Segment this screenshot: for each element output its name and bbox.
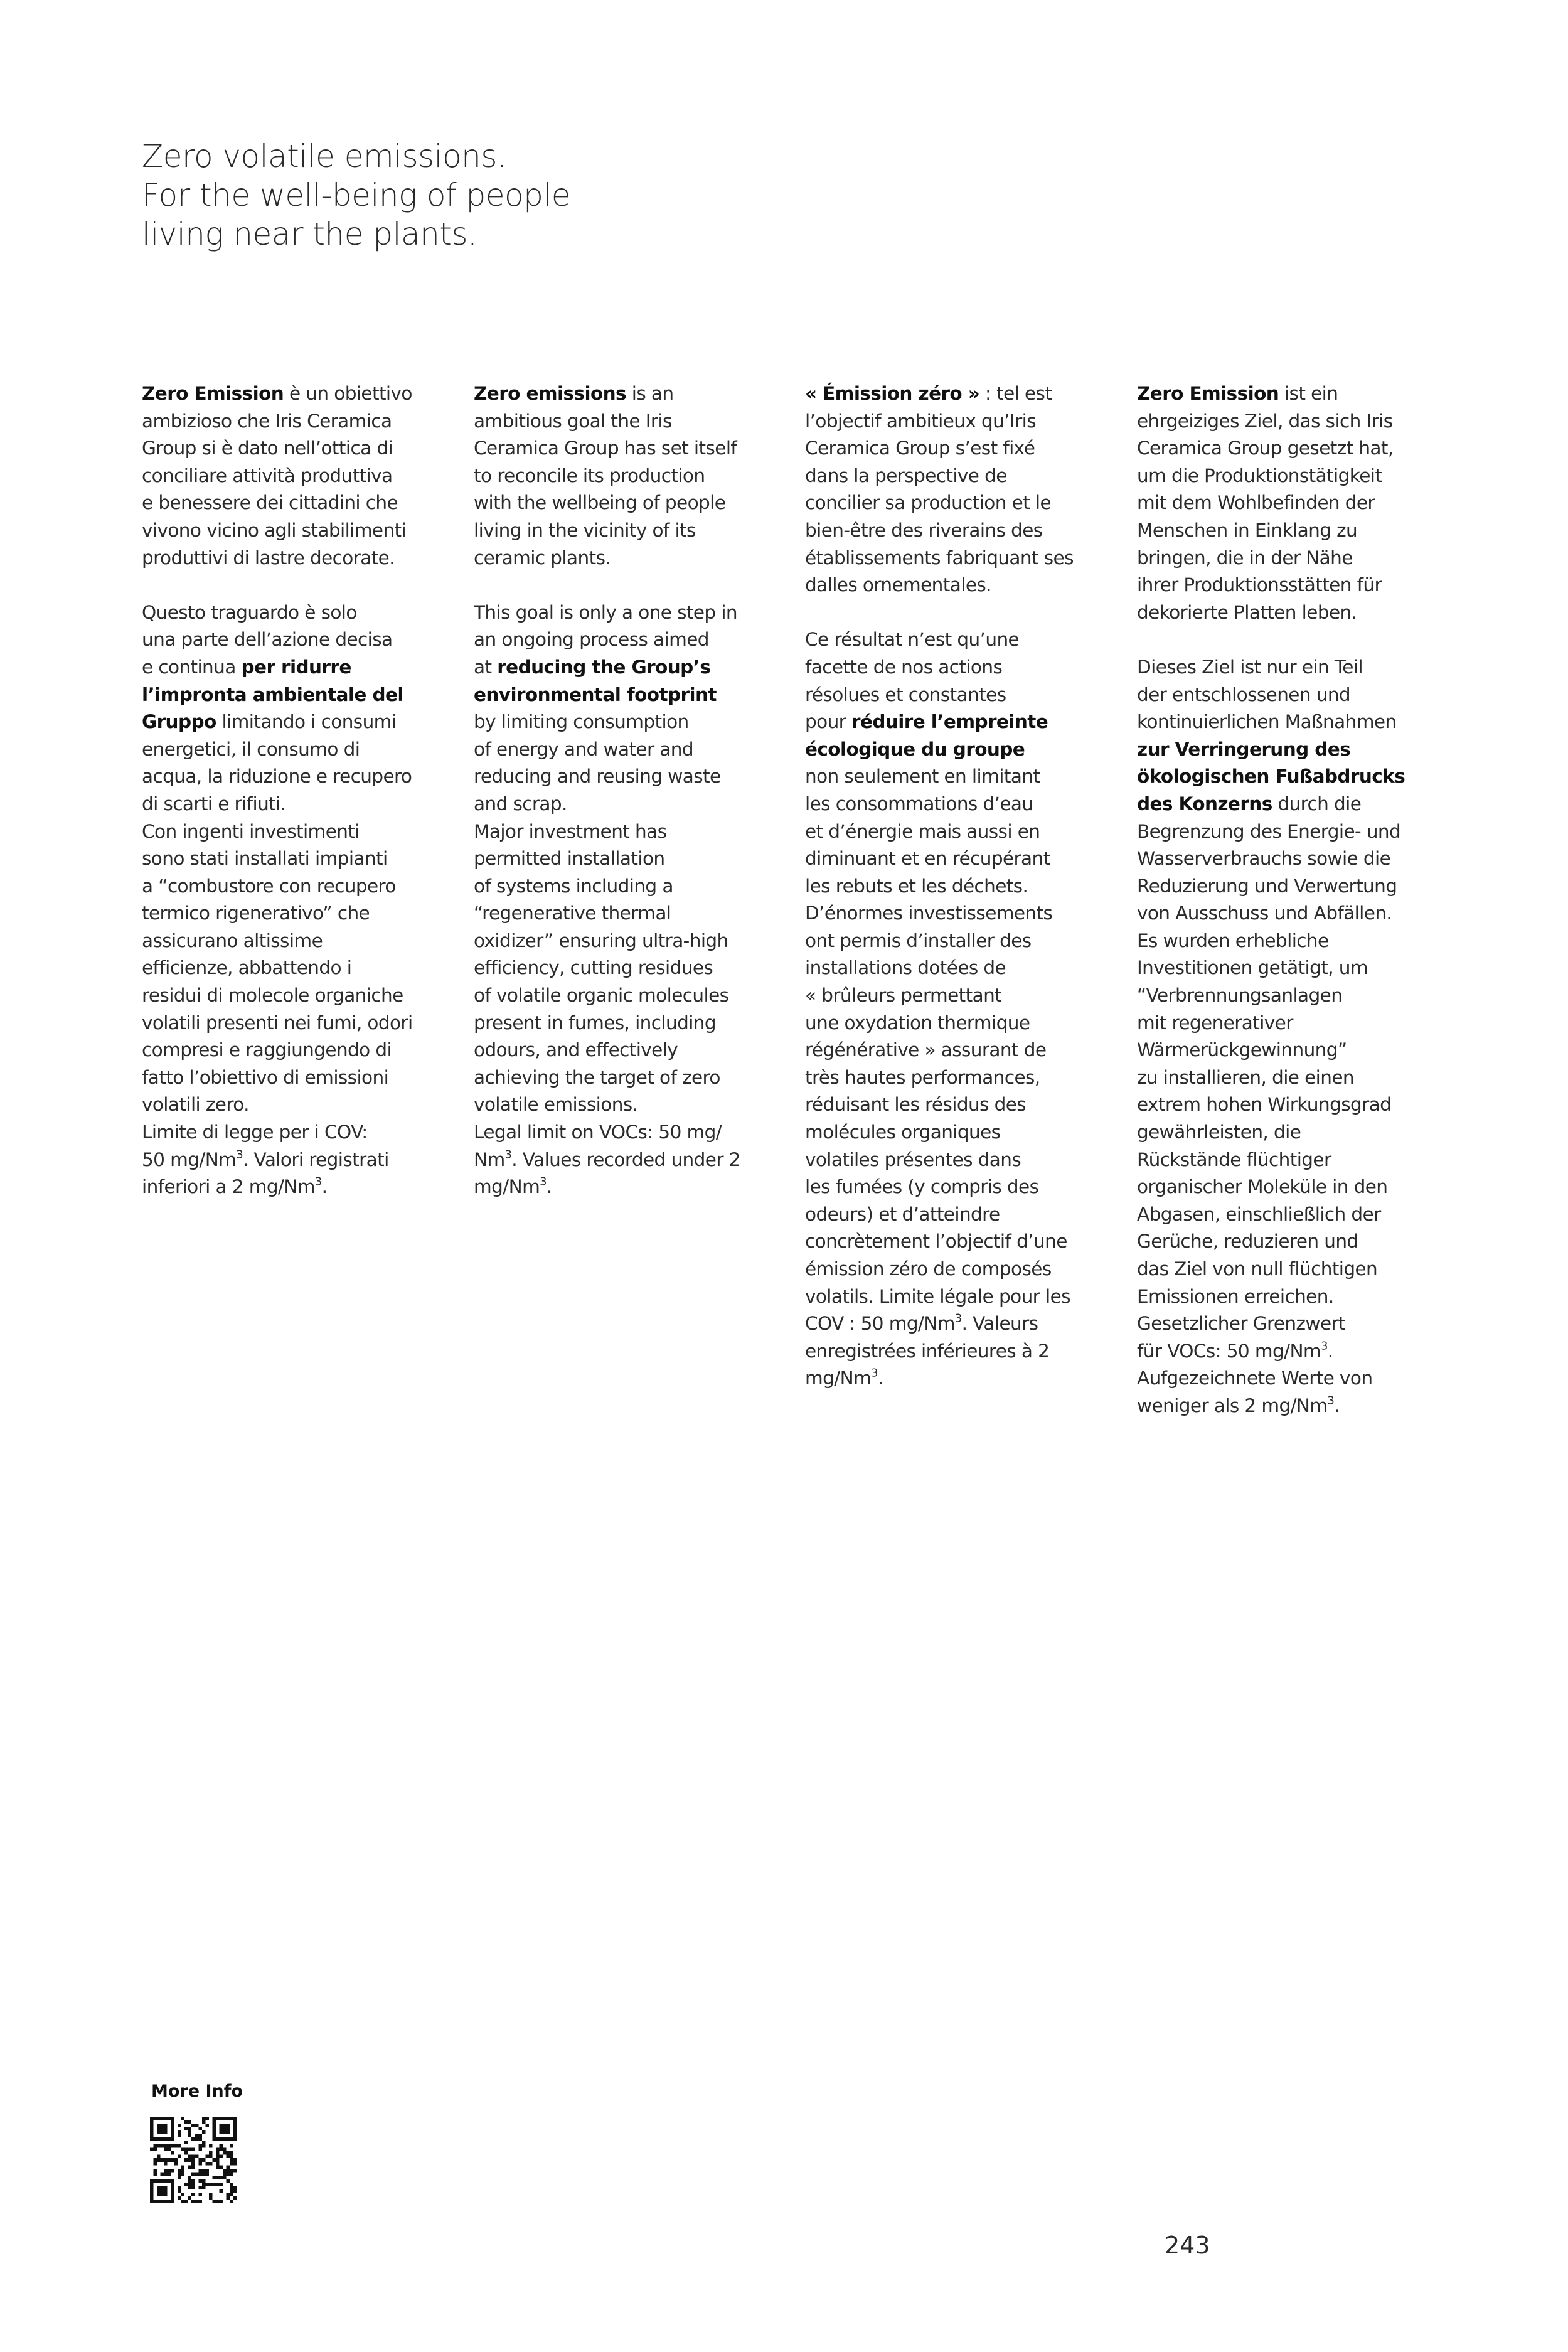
text-line: vivono vicino agli stabilimenti <box>142 519 407 541</box>
paragraph <box>1137 654 1432 1420</box>
text-line: Zero Emission ist ein <box>1137 383 1338 404</box>
text-line: les fumées (y compris des <box>805 1176 1039 1198</box>
text-line: Wärmerückgewinnung” <box>1137 1039 1347 1061</box>
text-line: volatili presenti nei fumi, odori <box>142 1012 413 1034</box>
text-line: gewährleisten, die <box>1137 1121 1301 1143</box>
text-line: 50 mg/Nm$^3$. Valori registrati <box>142 1148 389 1170</box>
paragraph <box>474 599 769 1201</box>
text-line: efficiency, cutting residues <box>474 957 713 979</box>
text-line: Con ingenti investimenti <box>142 820 360 842</box>
paragraph <box>142 599 437 1201</box>
text-line: volatili zero. <box>142 1094 249 1116</box>
paragraph <box>805 380 1100 599</box>
text-line: odours, and effectively <box>474 1039 678 1061</box>
text-line: environmental footprint <box>474 683 717 705</box>
text-line: reducing and reusing waste <box>474 766 721 788</box>
text-line: mit dem Wohlbefinden der <box>1137 492 1375 514</box>
text-line: e continua per ridurre <box>142 656 351 678</box>
text-line: COV : 50 mg/Nm$^3$. Valeurs <box>805 1312 1038 1335</box>
text-line: Es wurden erhebliche <box>1137 929 1329 951</box>
text-line: Ce résultat n’est qu’une <box>805 629 1020 651</box>
qr-code-icon[interactable] <box>150 2117 237 2203</box>
text-line: volatiles présentes dans <box>805 1148 1021 1170</box>
page-number: 243 <box>1165 2232 1210 2259</box>
paragraph <box>474 380 769 572</box>
text-line: des Konzerns durch die <box>1137 793 1362 815</box>
text-line: émission zéro de composés <box>805 1258 1052 1280</box>
text-line: dalles ornementales. <box>805 574 991 596</box>
text-line: Gesetzlicher Grenzwert <box>1137 1313 1345 1335</box>
text-line: mit regenerativer <box>1137 1012 1293 1034</box>
text-line: Zero emissions is an <box>474 383 674 404</box>
text-line: and scrap. <box>474 793 567 815</box>
text-line: residui di molecole organiche <box>142 985 403 1007</box>
text-line: to reconcile its production <box>474 464 705 486</box>
text-line: établissements fabriquant ses <box>805 547 1074 569</box>
text-line: résolues et constantes <box>805 683 1006 705</box>
text-line: concilier sa production et le <box>805 492 1052 514</box>
text-line: living in the vicinity of its <box>474 519 696 541</box>
text-line: Zero Emission è un obiettivo <box>142 383 412 404</box>
text-line: of energy and water and <box>474 738 693 760</box>
text-line: Emissionen erreichen. <box>1137 1285 1334 1307</box>
text-line: weniger als 2 mg/Nm$^3$. <box>1137 1394 1340 1416</box>
text-line: ökologischen Fußabdrucks <box>1137 766 1405 788</box>
text-line: “regenerative thermal <box>474 902 671 924</box>
text-line: enregistrées inférieures à 2 <box>805 1340 1050 1362</box>
text-line: energetici, il consumo di <box>142 738 360 760</box>
text-line: Ceramica Group gesetzt hat, <box>1137 437 1394 459</box>
text-line: e benessere dei cittadini che <box>142 492 398 514</box>
text-line: Reduzierung und Verwertung <box>1137 875 1397 897</box>
text-line: of volatile organic molecules <box>474 985 729 1007</box>
text-line: oxidizer” ensuring ultra-high <box>474 929 728 951</box>
text-line: sono stati installati impianti <box>142 848 388 870</box>
text-line: with the wellbeing of people <box>474 492 726 514</box>
text-line: Ceramica Group s’est fixé <box>805 437 1035 459</box>
text-line: organischer Moleküle in den <box>1137 1176 1388 1198</box>
text-line: extrem hohen Wirkungsgrad <box>1137 1094 1392 1116</box>
text-line: Abgasen, einschließlich der <box>1137 1203 1381 1225</box>
text-line: écologique du groupe <box>805 738 1025 760</box>
text-line: les consommations d’eau <box>805 793 1033 815</box>
text-line: diminuant et en récupérant <box>805 848 1050 870</box>
column-french <box>805 380 1100 1392</box>
text-line: ihrer Produktionsstätten für <box>1137 574 1382 596</box>
text-line: « brûleurs permettant <box>805 985 1002 1007</box>
text-line: acqua, la riduzione e recupero <box>142 766 412 788</box>
text-line: “Verbrennungsanlagen <box>1137 985 1343 1007</box>
text-line: odeurs) et d’atteindre <box>805 1203 1000 1225</box>
text-line: l’objectif ambitieux qu’Iris <box>805 410 1037 432</box>
text-line: installations dotées de <box>805 957 1006 979</box>
text-line: produttivi di lastre decorate. <box>142 547 395 569</box>
text-line: Legal limit on VOCs: 50 mg/ <box>474 1121 722 1143</box>
text-line: efficienze, abbattendo i <box>142 957 352 979</box>
text-line: les rebuts et les déchets. <box>805 875 1028 897</box>
text-line: ont permis d’installer des <box>805 929 1032 951</box>
text-line: pour réduire l’empreinte <box>805 711 1048 733</box>
text-line: at reducing the Group’s <box>474 656 711 678</box>
text-line: assicurano altissime <box>142 929 323 951</box>
text-line: Group si è dato nell’ottica di <box>142 437 393 459</box>
column-english <box>474 380 769 1201</box>
text-line: Wasserverbrauchs sowie die <box>1137 848 1391 870</box>
page-title <box>142 137 832 254</box>
text-line: der entschlossenen und <box>1137 683 1351 705</box>
text-line: « Émission zéro » : tel est <box>805 383 1052 404</box>
text-line: für VOCs: 50 mg/Nm$^3$. <box>1137 1340 1333 1362</box>
text-line: Limite di legge per i COV: <box>142 1121 368 1143</box>
text-line: fatto l’obiettivo di emissioni <box>142 1066 389 1088</box>
text-line: Begrenzung des Energie- und <box>1137 820 1401 842</box>
text-line: très hautes performances, <box>805 1066 1040 1088</box>
text-line: by limiting consumption <box>474 711 689 733</box>
text-line: kontinuierlichen Maßnahmen <box>1137 711 1397 733</box>
text-line: facette de nos actions <box>805 656 1003 678</box>
text-line: l’impronta ambientale del <box>142 683 403 705</box>
text-line: um die Produktionstätigkeit <box>1137 464 1382 486</box>
title-line-1: Zero volatile emissions. <box>142 138 507 174</box>
text-line: mg/Nm$^3$. <box>474 1175 552 1198</box>
text-line: volatils. Limite légale pour les <box>805 1285 1070 1307</box>
text-line: compresi e raggiungendo di <box>142 1039 392 1061</box>
text-line: D’énormes investissements <box>805 902 1053 924</box>
text-line: Ceramica Group has set itself <box>474 437 737 459</box>
text-line: dans la perspective de <box>805 464 1007 486</box>
text-line: Investitionen getätigt, um <box>1137 957 1368 979</box>
text-line: Dieses Ziel ist nur ein Teil <box>1137 656 1363 678</box>
text-line: une oxydation thermique <box>805 1012 1030 1034</box>
text-line: concrètement l’objectif d’une <box>805 1231 1067 1253</box>
text-line: Gruppo limitando i consumi <box>142 711 397 733</box>
text-line: ambitious goal the Iris <box>474 410 672 432</box>
paragraph <box>142 380 437 572</box>
title-line-2: For the well-being of people <box>142 177 570 213</box>
paragraph <box>1137 380 1432 626</box>
text-line: of systems including a <box>474 875 673 897</box>
text-line: Questo traguardo è solo <box>142 601 357 623</box>
text-line: réduisant les résidus des <box>805 1094 1027 1116</box>
text-line: ehrgeiziges Ziel, das sich Iris <box>1137 410 1393 432</box>
text-line: Rückstände flüchtiger <box>1137 1148 1331 1170</box>
text-line: a “combustore con recupero <box>142 875 396 897</box>
text-line: Aufgezeichnete Werte von <box>1137 1367 1373 1389</box>
text-line: Gerüche, reduzieren und <box>1137 1231 1358 1253</box>
text-line: Nm$^3$. Values recorded under 2 <box>474 1148 740 1170</box>
text-line: molécules organiques <box>805 1121 1001 1143</box>
text-line: This goal is only a one step in <box>474 601 738 623</box>
text-line: mg/Nm$^3$. <box>805 1367 883 1389</box>
text-line: volatile emissions. <box>474 1094 638 1116</box>
text-line: bringen, die in der Nähe <box>1137 547 1353 569</box>
column-italian <box>142 380 437 1201</box>
text-line: achieving the target of zero <box>474 1066 720 1088</box>
text-line: das Ziel von null flüchtigen <box>1137 1258 1378 1280</box>
text-line: conciliare attività produttiva <box>142 464 393 486</box>
text-line: una parte dell’azione decisa <box>142 629 393 651</box>
text-line: régénérative » assurant de <box>805 1039 1047 1061</box>
text-line: an ongoing process aimed <box>474 629 709 651</box>
text-line: Menschen in Einklang zu <box>1137 519 1358 541</box>
text-line: ambizioso che Iris Ceramica <box>142 410 392 432</box>
text-line: bien-être des riverains des <box>805 519 1043 541</box>
text-line: inferiori a 2 mg/Nm$^3$. <box>142 1175 328 1198</box>
title-line-3: living near the plants. <box>142 216 477 252</box>
text-line: termico rigenerativo” che <box>142 902 370 924</box>
text-line: von Ausschuss und Abfällen. <box>1137 902 1392 924</box>
text-line: ceramic plants. <box>474 547 611 569</box>
text-line: zur Verringerung des <box>1137 738 1351 760</box>
column-german <box>1137 380 1432 1420</box>
more-info-label: More Info <box>151 2082 243 2101</box>
text-line: dekorierte Platten leben. <box>1137 601 1357 623</box>
text-line: Major investment has <box>474 820 667 842</box>
text-line: zu installieren, die einen <box>1137 1066 1355 1088</box>
text-line: non seulement en limitant <box>805 766 1040 788</box>
text-line: permitted installation <box>474 848 665 870</box>
text-line: di scarti e rifiuti. <box>142 793 286 815</box>
text-line: et d’énergie mais aussi en <box>805 820 1040 842</box>
text-line: present in fumes, including <box>474 1012 717 1034</box>
paragraph <box>805 626 1100 1392</box>
